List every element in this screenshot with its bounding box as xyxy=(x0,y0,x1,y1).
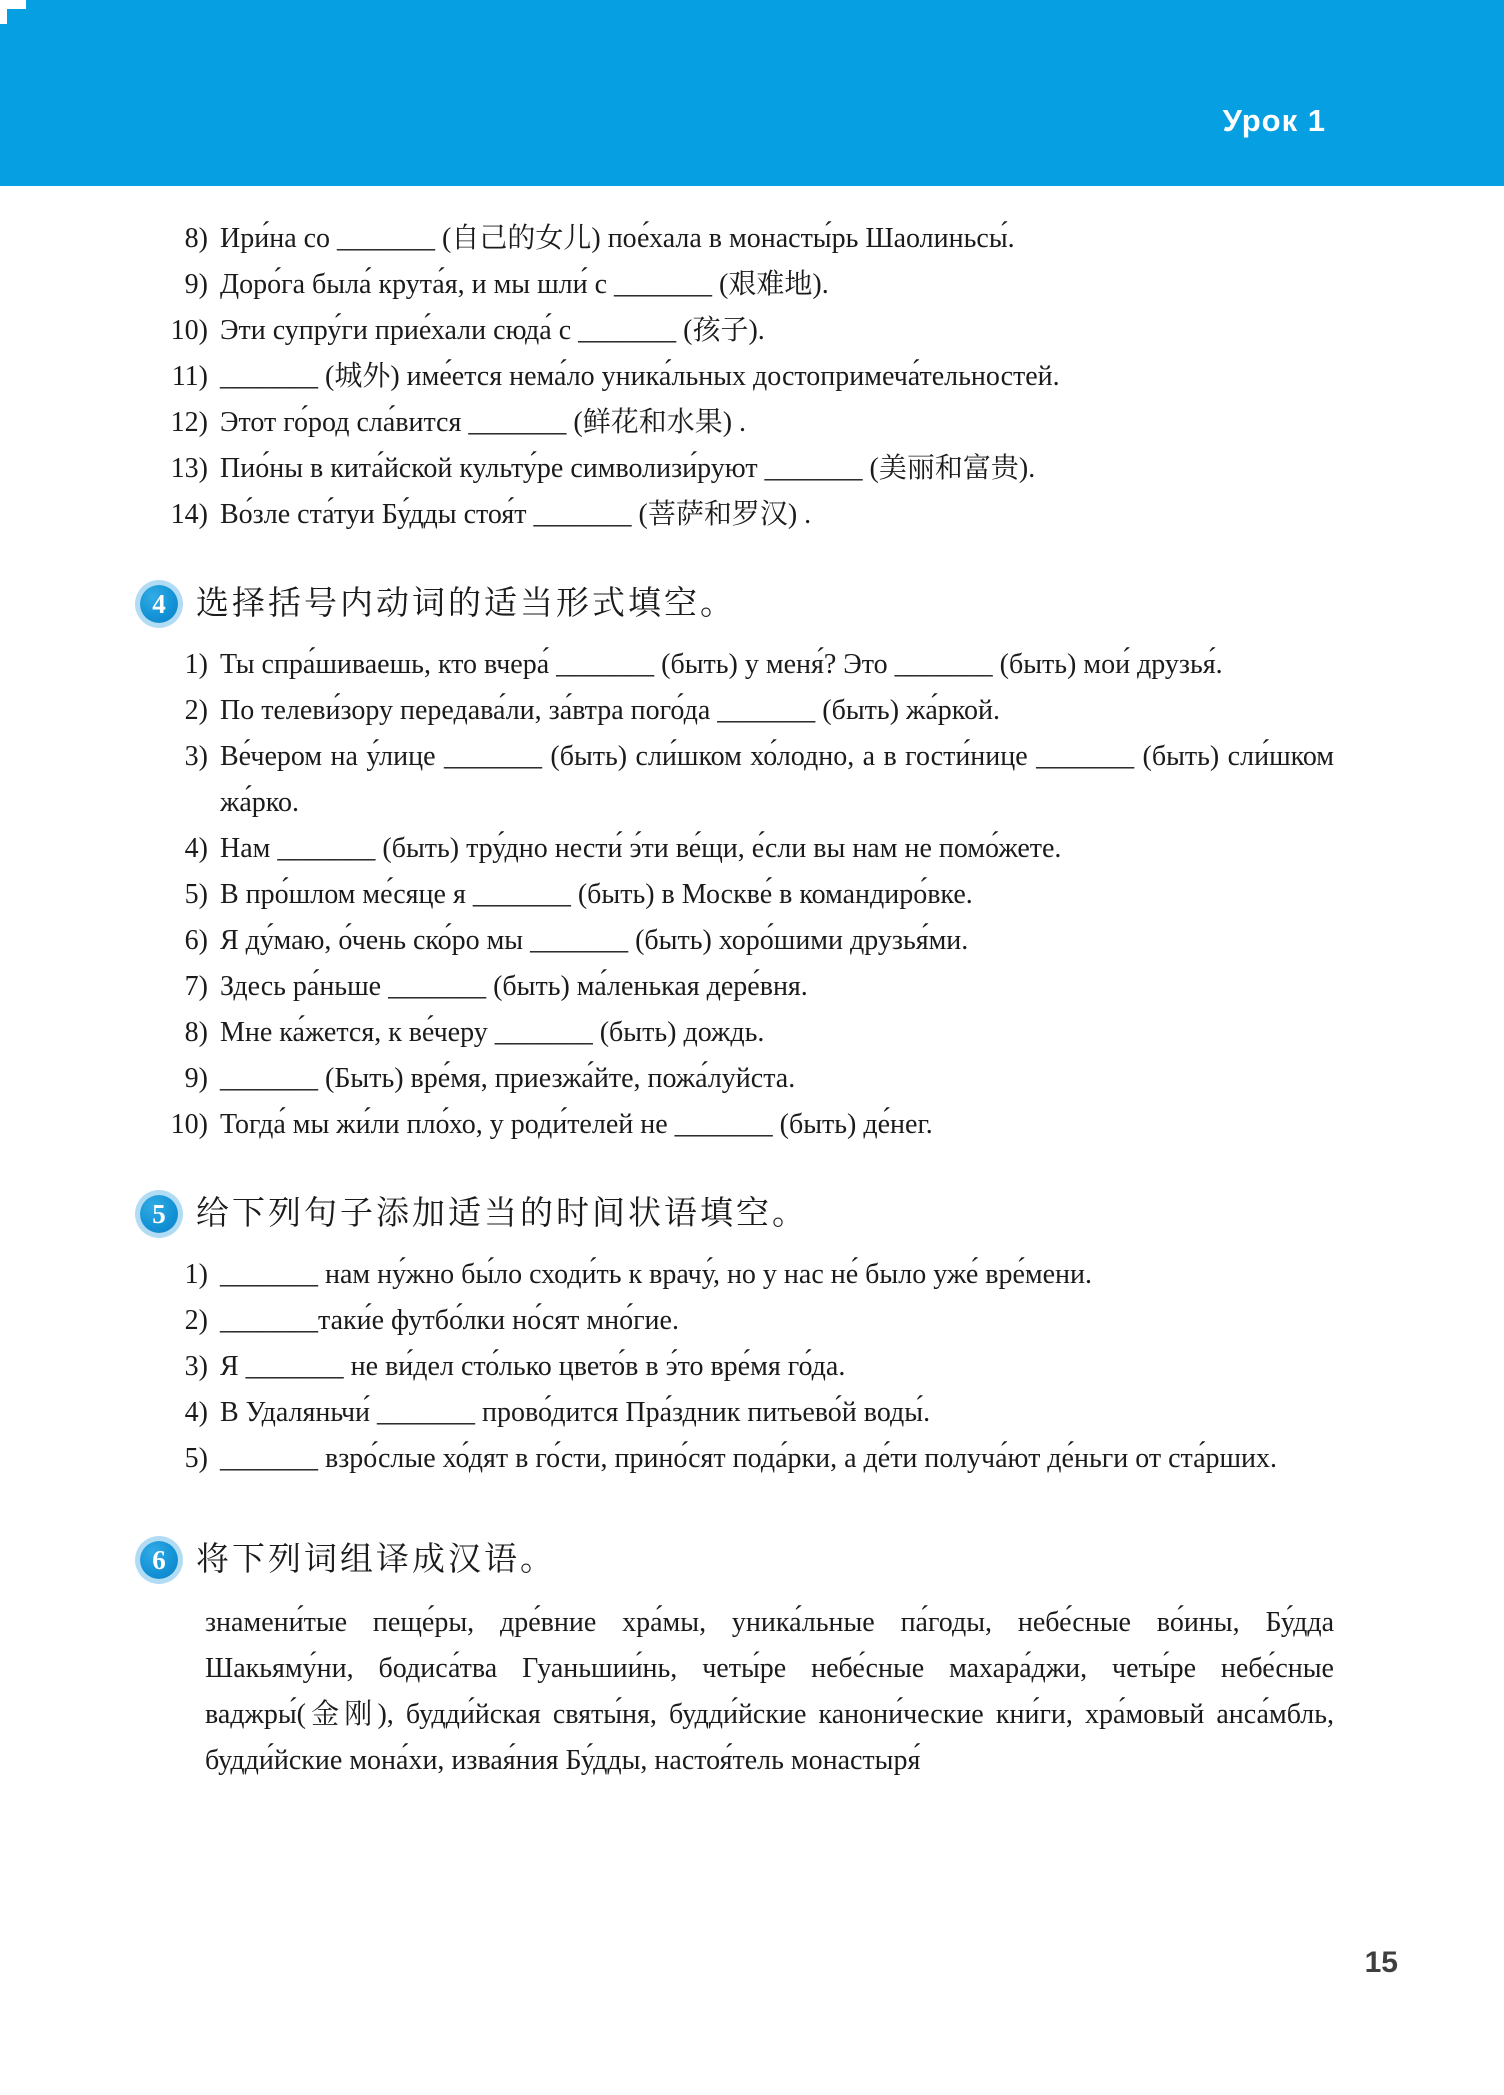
item-number: 9) xyxy=(184,1063,208,1094)
item-number: 10) xyxy=(170,1109,208,1140)
word-list-paragraph: знамени́тые пеще́ры, дре́вние хра́мы, уника́льные па́годы, небе́сные во́ины, Бу́дда Шакьяму́ни, бодиса́тва Гуаньшии́нь, четы́ре небе́сные махара́джи, четы́ре небе́сные ваджры́(金刚), будди́йская святы́ня, будди́йские канони́ческие кни́ги, хра́мовый анса́мбль, будди́йские мона́хи, извая́ния Бу́дды, настоя́тель монастыря́ xyxy=(205,1607,1334,1776)
item-text: Доро́га была́ крута́я, и мы шли́ с _______ (艰难地). xyxy=(220,269,829,300)
exercise-item xyxy=(150,1344,1334,1390)
exercise-item xyxy=(150,642,1334,688)
item-text: Ири́на со _______ (自己的女儿) пое́хала в монасты́рь Шаолиньсы́. xyxy=(220,223,1015,254)
exercise-item xyxy=(150,918,1334,964)
lesson-label: Урок 1 xyxy=(1222,103,1326,138)
item-text: Эти супру́ги прие́хали сюда́ с _______ (孩子). xyxy=(220,315,765,346)
item-number: 2) xyxy=(184,1305,208,1336)
item-text: _______таки́е футбо́лки но́сят мно́гие. xyxy=(220,1305,679,1336)
item-text: Мне ка́жется, к ве́черу _______ (быть) дождь. xyxy=(220,1017,765,1048)
exercise-item xyxy=(150,688,1334,734)
item-text: Я ду́маю, о́чень ско́ро мы _______ (быть) хоро́шими друзья́ми. xyxy=(220,925,969,956)
item-text: Тогда́ мы жи́ли пло́хо, у роди́телей не _______ (быть) де́нег. xyxy=(220,1109,933,1140)
item-number: 5) xyxy=(184,1443,208,1474)
page-content xyxy=(0,186,1504,1784)
item-text: Я _______ не ви́дел сто́лько цвето́в в э́то вре́мя го́да. xyxy=(220,1351,846,1382)
exercise-item xyxy=(150,354,1334,400)
exercise-item xyxy=(150,872,1334,918)
exercise-item xyxy=(150,400,1334,446)
item-number: 8) xyxy=(184,223,208,254)
item-number: 8) xyxy=(184,1017,208,1048)
item-number: 14) xyxy=(170,499,208,530)
item-text: Ве́чером на у́лице _______ (быть) сли́шком хо́лодно, а в гости́нице _______ (быть) сли́шком жа́рко. xyxy=(220,741,1334,818)
exercise-item xyxy=(150,1298,1334,1344)
exercise-number-badge: 4 xyxy=(140,585,178,623)
exercise-item xyxy=(150,1010,1334,1056)
item-number: 2) xyxy=(184,695,208,726)
item-text: В Удаляньчи́ _______ прово́дится Пра́здник питьево́й воды́. xyxy=(220,1397,931,1428)
exercise-item xyxy=(150,1436,1334,1482)
item-text: По телеви́зору передава́ли, за́втра пого́да _______ (быть) жа́ркой. xyxy=(220,695,1000,726)
exercise-item xyxy=(150,1056,1334,1102)
exercise-item xyxy=(150,216,1334,262)
item-number: 10) xyxy=(170,315,208,346)
exercise-4-header xyxy=(140,580,1334,628)
item-text: Нам _______ (быть) тру́дно нести́ э́ти ве́щи, е́сли вы нам не помо́жете. xyxy=(220,833,1062,864)
item-number: 12) xyxy=(170,407,208,438)
item-number: 1) xyxy=(184,649,208,680)
exercise-item xyxy=(150,734,1334,826)
item-number: 4) xyxy=(184,833,208,864)
exercise-item xyxy=(150,826,1334,872)
item-number: 4) xyxy=(184,1397,208,1428)
item-number: 1) xyxy=(184,1259,208,1290)
exercise-item xyxy=(150,262,1334,308)
fill-in-section xyxy=(150,216,1334,538)
page-number: 15 xyxy=(1364,1946,1398,1979)
item-text: Этот го́род сла́вится _______ (鲜花和水果) . xyxy=(220,407,747,438)
item-text: _______ взро́слые хо́дят в го́сти, прино́сят пода́рки, а де́ти получа́ют де́ньги от ста́рших. xyxy=(220,1443,1278,1474)
item-number: 3) xyxy=(184,741,208,772)
exercise-item xyxy=(150,492,1334,538)
exercise-item xyxy=(150,1102,1334,1148)
scan-corner-artifact xyxy=(0,0,7,24)
item-number: 3) xyxy=(184,1351,208,1382)
exercise-title: 将下列词组译成汉语。 xyxy=(196,1542,556,1578)
exercise-item xyxy=(150,308,1334,354)
lesson-header-bar xyxy=(0,0,1504,186)
exercise-5-section xyxy=(150,1190,1334,1482)
exercise-6-header xyxy=(140,1536,1334,1584)
exercise-number-badge: 6 xyxy=(140,1541,178,1579)
item-text: Ты спра́шиваешь, кто вчера́ _______ (быть) у меня́? Это _______ (быть) мои́ друзья́. xyxy=(220,649,1223,680)
item-text: Во́зле ста́туи Бу́дды стоя́т _______ (菩萨和罗汉) . xyxy=(220,499,812,530)
exercise-item xyxy=(150,1390,1334,1436)
item-number: 11) xyxy=(171,361,208,392)
item-text: _______ (城外) име́ется нема́ло уника́льных достопримеча́тельностей. xyxy=(220,361,1060,392)
item-number: 13) xyxy=(170,453,208,484)
item-text: _______ нам ну́жно бы́ло сходи́ть к врачу́, но у нас не́ было уже́ вре́мени. xyxy=(220,1259,1093,1290)
exercise-4-section xyxy=(150,580,1334,1148)
exercise-6-section xyxy=(150,1536,1334,1784)
item-number: 9) xyxy=(184,269,208,300)
exercise-number-badge: 5 xyxy=(140,1195,178,1233)
exercise-item xyxy=(150,1252,1334,1298)
item-text: _______ (Быть) вре́мя, приезжа́йте, пожа́луйста. xyxy=(220,1063,796,1094)
item-text: Здесь ра́ньше _______ (быть) ма́ленькая дере́вня. xyxy=(220,971,808,1002)
item-text: Пио́ны в кита́йской культу́ре символизи́руют _______ (美丽和富贵). xyxy=(220,453,1036,484)
item-text: В про́шлом ме́сяце я _______ (быть) в Москве́ в командиро́вке. xyxy=(220,879,973,910)
exercise-5-header xyxy=(140,1190,1334,1238)
item-number: 5) xyxy=(184,879,208,910)
exercise-title: 给下列句子添加适当的时间状语填空。 xyxy=(196,1196,808,1232)
item-number: 6) xyxy=(184,925,208,956)
item-number: 7) xyxy=(184,971,208,1002)
exercise-title: 选择括号内动词的适当形式填空。 xyxy=(196,586,736,622)
exercise-item xyxy=(150,446,1334,492)
exercise-item xyxy=(150,964,1334,1010)
